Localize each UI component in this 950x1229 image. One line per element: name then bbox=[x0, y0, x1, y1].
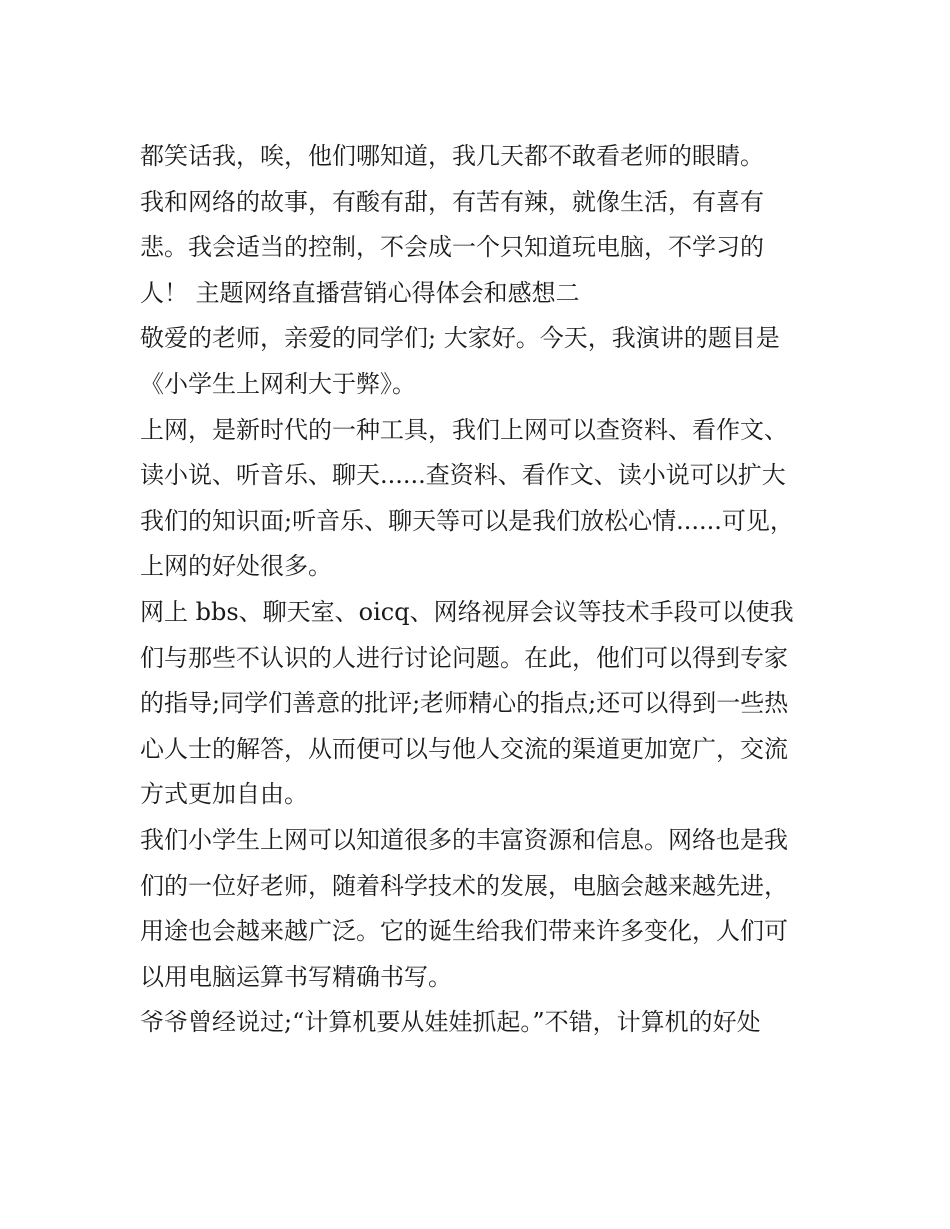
text-line: 用途也会越来越广泛。它的诞生给我们带来许多变化，人们可 bbox=[140, 917, 788, 946]
text-line: 方式更加自由。 bbox=[140, 780, 308, 809]
text-line: 的指导;同学们善意的批评;老师精心的指点;还可以得到一些热 bbox=[140, 689, 789, 718]
text-line: 上网的好处很多。 bbox=[140, 552, 332, 581]
text-line: 们与那些不认识的人进行讨论问题。在此，他们可以得到专家 bbox=[140, 643, 788, 672]
text-line: 我们的知识面;听音乐、聊天等可以是我们放松心情......可见， bbox=[140, 506, 794, 535]
text-line: 敬爱的老师，亲爱的同学们; 大家好。今天，我演讲的题目是 bbox=[140, 324, 780, 353]
text-line: 我和网络的故事，有酸有甜，有苦有辣，就像生活，有喜有 bbox=[140, 187, 764, 216]
text-line: 网上 bbs、聊天室、oicq、网络视屏会议等技术手段可以使我 bbox=[140, 597, 794, 626]
text-line: 以用电脑运算书写精确书写。 bbox=[140, 962, 452, 991]
text-line: 上网，是新时代的一种工具，我们上网可以查资料、看作文、 bbox=[140, 415, 788, 444]
text-line: 都笑话我，唉，他们哪知道，我几天都不敢看老师的眼睛。 bbox=[140, 142, 764, 170]
text-line: 我们小学生上网可以知道很多的丰富资源和信息。网络也是我 bbox=[140, 825, 788, 854]
text-line: 心人士的解答，从而便可以与他人交流的渠道更加宽广，交流 bbox=[140, 734, 788, 763]
text-line: 人！ 主题网络直播营销心得体会和感想二 bbox=[140, 278, 580, 307]
text-line: 们的一位好老师，随着科学技术的发展，电脑会越来越先进， bbox=[140, 871, 788, 900]
text-line: 读小说、听音乐、聊天......查资料、看作文、读小说可以扩大 bbox=[140, 461, 786, 490]
text-line: 《小学生上网利大于弊》。 bbox=[140, 369, 416, 398]
body-text bbox=[140, 134, 830, 1046]
text-line: 悲。我会适当的控制，不会成一个只知道玩电脑，不学习的 bbox=[140, 233, 764, 262]
text-line: 爷爷曾经说过;“计算机要从娃娃抓起。”不错，计算机的好处 bbox=[140, 1008, 761, 1037]
